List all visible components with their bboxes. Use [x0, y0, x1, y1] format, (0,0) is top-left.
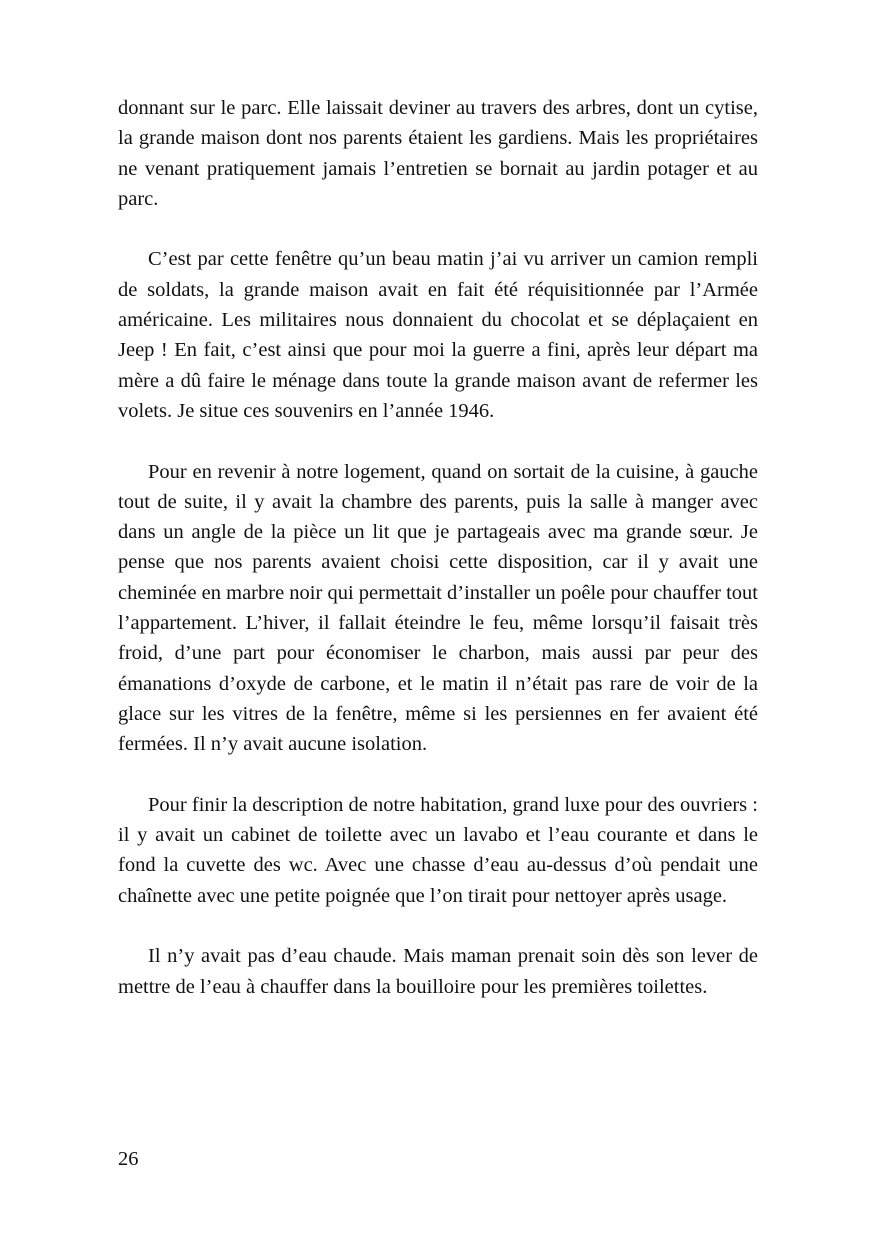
page-number: 26: [118, 1148, 139, 1170]
paragraph-3: Pour en revenir à notre logement, quand on sortait de la cuisine, à gauche tout de suite, il y avait la chambre des parents, puis la salle à manger avec dans un angle de la pièce un lit que je partageais avec ma grande sœur. Je pense que nos parents avaient choisi cette disposition, car il y avait une cheminée en marbre noir qui permettait d’installer un poêle pour chauffer tout l’appartement. L’hiver, il fallait éteindre le feu, même lorsqu’il faisait très froid, d’une part pour économiser le charbon, mais aussi par peur des émanations d’oxyde de carbone, et le matin il n’était pas rare de voir de la glace sur les vitres de la fenêtre, même si les persiennes en fer avaient été fermées. Il n’y avait aucune isolation.: [118, 460, 759, 756]
paragraph-4: Pour finir la description de notre habitation, grand luxe pour des ouvriers : il y avait un cabinet de toilette avec un lavabo et l’eau courante et dans le fond la cuvette des wc. Avec une chasse d’eau au-dessus d’où pendait une chaînette avec une petite poignée que l’on tirait pour nettoyer après usage.: [118, 793, 758, 907]
paragraph-5: Il n’y avait pas d’eau chaude. Mais maman prenait soin dès son lever de mettre de l’eau à chauffer dans la bouilloire pour les premières toilettes.: [118, 945, 758, 998]
paragraph-1: donnant sur le parc. Elle laissait deviner au travers des arbres, dont un cytise, la grande maison dont nos parents étaient les gardiens. Mais les propriétaires ne venant pratiquement jamais l’entretien se bornait au jardin potager et au parc.: [118, 97, 758, 210]
page-body: [118, 93, 758, 1002]
paragraph-2: C’est par cette fenêtre qu’un beau matin j’ai vu arriver un camion rempli de soldats, la grande maison avait en fait été réquisitionnée par l’Armée américaine. Les militaires nous donnaient du chocolat et se déplaçaient en Jeep ! En fait, c’est ainsi que pour moi la guerre a fini, après leur départ ma mère a dû faire le ménage dans toute la grande maison avant de refermer les volets. Je situe ces souvenirs en l’année 1946.: [118, 248, 758, 422]
